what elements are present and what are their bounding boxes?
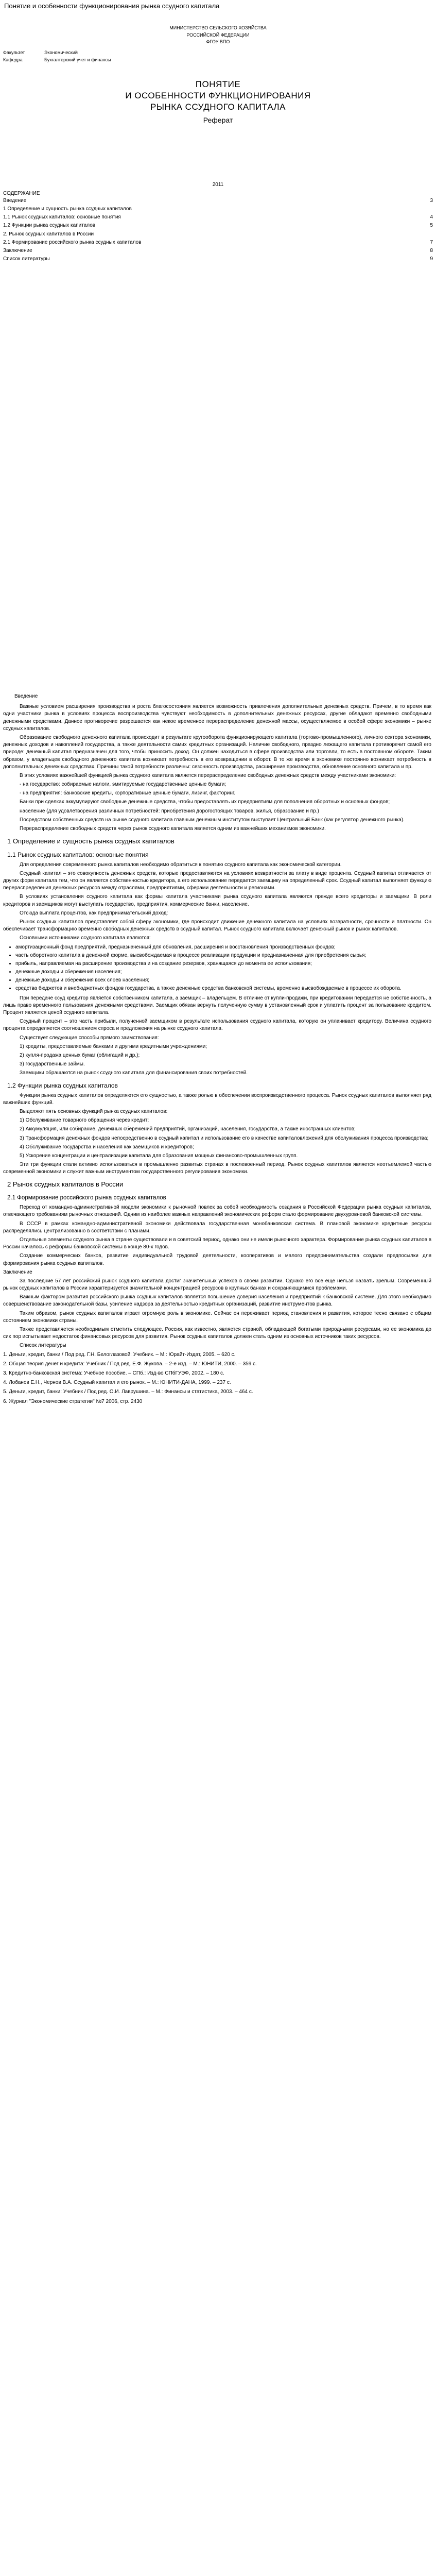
report-subtitle: Реферат [203, 115, 233, 124]
report-title-line: РЫНКА ССУДНОГО КАПИТАЛА [150, 102, 286, 112]
section-1-2-text [3, 1092, 431, 1176]
document-title: Понятие и особенности функционирования рынка ссудного капитала [4, 2, 220, 10]
paragraph: В СССР в рамках командно-административной экономики действовала государственная монобанковская система. В плановой экономике кредитные ресурсы распределялись централизованно в соответствии с планами. [3, 1221, 431, 1234]
list-item: • часть оборотного капитала в денежной форме, высвобождаемая в процессе реализации продукции и предназначенная для приобретения сырья; [15, 952, 431, 959]
paragraph: Отдельные элементы ссудного рынка в стране существовали и в советский период, однако они не имели рыночного характера. Формирование рынка ссудных капиталов в России началось с реформы банковской системы в конце 80-х годов. [3, 1236, 431, 1250]
conclusion-heading: Заключение [3, 1269, 32, 1275]
section-2-1-heading: 2.1 Формирование российского рынка ссудных капиталов [7, 1194, 166, 1201]
list-item: • средства бюджетов и внебюджетных фондов государства, а также денежные средства банковской системы, временно высвобождаемые в процессе их оборота. [15, 985, 431, 992]
faculty-block [3, 49, 436, 64]
paragraph: Ссудный процент – это часть прибыли, полученной заемщиком в результате использования ссудного капитала, которую он уплачивает кредитору. Величина ссудного процента определяется соотношением спроса и предложения на рынке ссудного капитала. [3, 1019, 431, 1032]
toc-item-label: Список литературы [3, 256, 50, 262]
paragraph: - на предприятия: банковские кредиты, корпоративные ценные бумаги, лизинг, факторинг. [20, 790, 236, 796]
toc-item-label: 1 Определение и сущность рынка ссудных капиталов [3, 206, 132, 212]
toc-item[interactable] [3, 255, 433, 263]
paragraph: Перераспределение свободных средств через рынок ссудного капитала является одним из важнейших механизмов экономики. [20, 826, 326, 832]
paragraph: Выделяют пять основных функций рынка ссудных капиталов: [20, 1108, 168, 1114]
toc-item[interactable] [3, 230, 433, 239]
paragraph: 3) государственные займы. [20, 1061, 85, 1067]
toc-item-page: 7 [430, 239, 433, 245]
paragraph: За последние 57 лет российский рынок ссудного капитала достиг значительных успехов в своем развитии. Однако его все еще нельзя назвать зрелым. Современный рынок ссудных капиталов в России характеризуется значительной концентрацией ресурсов в крупных банках и сохраняющимися проблемами. [3, 1278, 431, 1292]
report-year: 2011 [212, 181, 224, 188]
paragraph: 4. Лобанов Е.Н., Чернов В.А. Ссудный капитал и его рынок. – М.: ЮНИТИ-ДАНА, 1999. – 237 с. [3, 1380, 231, 1386]
document-body [3, 693, 431, 1408]
toc-heading: СОДЕРЖАНИЕ [3, 190, 40, 196]
paragraph: Банки при сделках аккумулируют свободные денежные средства, чтобы предоставлять их предприятиям для пополнения оборотных и основных фондов; [20, 799, 390, 805]
paragraph: Образование свободного денежного капитала происходит в результате кругооборота функционирующего капитала (торгово-промышленного), личного сектора экономики, денежных доходов и накоплений государства, а также деятельности самих кредитных организаций. Наличие свободного, праздно лежащего капитала противоречит самой его природе: денежный капитал предназначен для того, чтобы приносить доход. Он должен находиться в сфере производства или торговли, то есть в постоянном обороте. Таким образом, у владельцев свободного денежного капитала возникает потребность в его возвращении в оборот. В то же время в экономике постоянно возникает потребность в дополнительных денежных средствах. Причины такой потребности различны: сезонность производства, расширение производства, обновление основного капитала и пр. [3, 734, 431, 770]
paragraph: 5) Ускорение концентрации и централизации капитала для образования мощных финансово-промышленных групп. [20, 1153, 298, 1159]
paragraph: 1) Обслуживание товарного обращения через кредит; [20, 1117, 149, 1124]
paragraph: Также представляется необходимым отметить следующее. Россия, как известно, является страной, обладающей богатыми природными ресурсами, но ее экономика до сих пор испытывает недостаток финансовых ресурсов для развития. Рынок ссудных капиталов должен стать одним из основных источников таких ресурсов. [3, 1327, 431, 1340]
conclusion-text [3, 1278, 431, 1341]
sources-intro: Основными источниками ссудного капитала являются: [20, 935, 151, 941]
ministry-line: РОССИЙСКОЙ ФЕДЕРАЦИИ [186, 32, 250, 38]
paragraph: Важным фактором развития российского рынка ссудных капиталов является повышение доверия населения и предприятий к банковской системе. Для этого необходимо совершенствование законодательной базы, усиление надзора за деятельностью кредитных организаций, развитие инструментов рынка. [3, 1294, 431, 1308]
paragraph: 4) Обслуживание государства и населения как заемщиков и кредиторов; [20, 1144, 194, 1150]
paragraph: 3) Трансформация денежных фондов непосредственно в ссудный капитал и использование его в качестве капиталовложений для обслуживания процесса производства; [20, 1135, 429, 1141]
paragraph: Посредством собственных средств на рынке ссудного капитала главным денежным институтом выступает Центральный Банк (как регулятор денежного рынка). [20, 817, 405, 823]
references-heading: Список литературы [20, 1343, 66, 1349]
toc-item-page: 4 [430, 214, 433, 221]
list-item: • денежные доходы и сбережения всех слоев населения; [15, 977, 431, 984]
toc-item-page: 9 [430, 256, 433, 262]
section-1-heading: 1 Определение и сущность рынка ссудных капиталов [7, 837, 175, 845]
list-item: • прибыль, направляемая на расширение производства и на создание резервов, хранящаяся до момента ее использования; [15, 960, 431, 968]
paragraph: Переход от командно-административной модели экономики к рыночной повлек за собой необходимость создания в Российской Федерации рынка ссудных капиталов, отвечающего требованиям рыночных отношений. Одним из наиболее важных направлений экономических реформ стало формирование двухуровневой банковской системы. [3, 1205, 431, 1218]
paragraph: Создание коммерческих банков, развитие индивидуальной трудовой деятельности, кооперативов и малого предпринимательства создали предпосылки для формирования рынка ссудных капиталов. [3, 1253, 431, 1266]
section-1-1-heading: 1.1 Рынок ссудных капиталов: основные понятия [7, 851, 149, 858]
paragraph: В условиях установления ссудного капитала как формы капитала участниками рынка ссудного капитала являются прежде всего кредиторы и заемщики. В роли кредиторов и заемщиков могут выступать государство, предприятия, коммерческие банки, население. [3, 894, 431, 907]
toc-item-page: 5 [430, 223, 433, 229]
paragraph: население (для удовлетворения различных потребностей: приобретения дорогостоящих товаров, жилья, образование и пр.) [20, 808, 319, 814]
paragraph: Ссудный капитал – это совокупность денежных средств, которые предоставляются на условиях возвратности за плату в виде процента. Ссудный капитал отличается от других форм капитала тем, что он является собственностью кредитора, а его использование передается заемщику на определенный срок. Ссудный капитал выполняет функцию перераспределения денежных ресурсов между отраслями, предприятиями, сферами деятельности и регионами. [3, 870, 431, 891]
toc-item[interactable] [3, 213, 433, 222]
toc-item-label: Введение [3, 197, 27, 204]
ministry-block [0, 25, 436, 46]
paragraph: В этих условиях важнейшей функцией рынка ссудного капитала является перераспределение свободных денежных средств между участниками экономики: [20, 772, 396, 778]
toc-item-label: 1.2 Функции рынка ссудных капиталов [3, 223, 96, 229]
title-page [0, 25, 436, 263]
toc-item-label: Заключение [3, 247, 32, 253]
paragraph: Рынок ссудных капиталов представляет собой сферу экономики, где происходит движение денежного капитала на условиях возвратности, срочности и платности. Он обеспечивает трансформацию временно свободных денежных средств в ссудный капитал. Рынок ссудного капитала включает денежный рынок и рынок капиталов. [3, 919, 431, 933]
paragraph: - на государство: собираемые налоги, эмитируемые государственные ценные бумаги; [20, 782, 226, 788]
paragraph: Отсюда выплата процентов, как предпринимательский доход: [20, 910, 168, 916]
faculty-label: Факультет [3, 49, 25, 55]
section-1-1-continued [3, 995, 431, 1077]
paragraph: 2) купля-продажа ценных бумаг (облигаций и др.); [20, 1052, 140, 1058]
list-item: • денежные доходы и сбережения населения; [15, 969, 431, 976]
toc-item-page: 3 [430, 197, 433, 204]
report-title-line: ПОНЯТИЕ [195, 79, 241, 90]
report-title [0, 79, 436, 113]
section-1-2-heading: 1.2 Функции рынка ссудных капиталов [7, 1081, 118, 1089]
paragraph: Таким образом, рынок ссудных капиталов играет огромную роль в экономике. Сейчас он переживает период становления и развития, которое тесно связано с общим состоянием экономики страны. [3, 1310, 431, 1324]
toc-item[interactable] [3, 222, 433, 230]
toc-item-page [412, 230, 433, 239]
toc-item[interactable] [3, 205, 433, 213]
department-label: Кафедра [3, 57, 23, 62]
toc-item-page: 8 [430, 247, 433, 253]
sources-list [10, 944, 431, 993]
paragraph: 1) кредиты, предоставляемые банками и другими кредитными учреждениями; [20, 1043, 207, 1049]
paragraph: 2. Общая теория денег и кредита: Учебник / Под ред. Е.Ф. Жукова. – 2-е изд. – М.: ЮНИТИ, 2000. – 359 с. [3, 1361, 257, 1367]
paragraph: 1. Деньги, кредит, банки / Под ред. Г.Н. Белоглазовой: Учебник. – М.: Юрайт-Издат, 2005. – 620 с. [3, 1351, 236, 1358]
paragraph: Важные условием расширения производства и роста благосостояния является возможность привлечения дополнительных денежных средств. Причем, в то время как одни участники рынка в условиях процесса воспроизводства чувствуют необходимость в дополнительных денежных ресурсах, другие обладают временно свободными денежными средствами. Данное противоречие разрешается как некое временное перераспределение денежной массы, осуществляемое в особой сфере экономики – рынке ссудных капиталов. [3, 704, 431, 732]
paragraph: 2) Аккумуляция, или собирание, денежных сбережений предприятий, организаций, населения, государства, а также иностранных клиентов; [20, 1126, 356, 1132]
paragraph: Существует следующие способы прямого заимствования: [20, 1035, 159, 1041]
section-2-heading: 2 Рынок ссудных капиталов в России [7, 1180, 124, 1189]
ministry-line: ФГОУ ВПО [206, 39, 230, 44]
section-1-1-text [3, 861, 431, 934]
faculty-value: Экономический [44, 49, 78, 55]
ministry-line: МИНИСТЕРСТВО СЕЛЬСКОГО ХОЗЯЙСТВА [169, 25, 267, 30]
intro-heading: Введение [14, 693, 38, 699]
paragraph: Эти три функции стали активно использоваться в промышленно развитых странах в послевоенный период. Рынок ссудных капиталов является неотъемлемой частью современной экономики и служит важным инструментом государственного регулирования экономики. [3, 1162, 431, 1175]
paragraph: 5. Деньги, кредит, банки: Учебник / Под ред. О.И. Лаврушина. – М.: Финансы и статистика, 2003. – 464 с. [3, 1389, 253, 1395]
toc-item[interactable] [3, 247, 433, 255]
references-list [3, 1351, 431, 1405]
toc-item[interactable] [3, 239, 433, 247]
table-of-contents [3, 190, 433, 264]
department-value: Бухгалтерский учет и финансы [44, 57, 111, 62]
intro-section [3, 703, 431, 833]
paragraph: 3. Кредитно-банковская система: Учебное пособие. – СПб.: Изд-во СПбГУЭФ, 2002. – 180 с. [3, 1370, 224, 1376]
toc-item-label: 2.1 Формирование российского рынка ссудных капиталов [3, 239, 142, 245]
paragraph: Для определения современного рынка капиталов необходимо обратиться к понятию ссудного капитала как экономической категории. [20, 861, 342, 868]
toc-item-label: 2. Рынок ссудных капиталов в России [3, 231, 94, 237]
toc-item-label: 1.1 Рынок ссудных капиталов: основные понятия [3, 214, 121, 221]
paragraph: Функции рынка ссудных капиталов определяются его сущностью, а также ролью в обеспечении воспроизводственного процесса. Рынок ссудных капиталов выполняет ряд важнейших функций. [3, 1092, 431, 1106]
paragraph: Заемщики обращаются на рынок ссудного капитала для финансирования своих потребностей. [20, 1070, 248, 1076]
section-2-1-text [3, 1204, 431, 1267]
toc-item[interactable] [3, 197, 433, 205]
report-title-line: И ОСОБЕННОСТИ ФУНКЦИОНИРОВАНИЯ [125, 91, 311, 101]
toc-item-page [412, 205, 433, 213]
list-item: • амортизационный фонд предприятий, предназначенный для обновления, расширения и восстановления производственных фондов; [15, 944, 431, 951]
paragraph: 6. Журнал "Экономические стратегии" №7 2006, стр. 2430 [3, 1398, 143, 1404]
paragraph: При передаче ссуд кредитор является собственником капитала, а заемщик – владельцем. В отличие от купли-продажи, при кредитовании передается не собственность, а лишь право временного пользования денежными средствами. Заемщик обязан вернуть полученную сумму в установленный срок и уплатить процент за пользование кредитом. Процент является ценой ссудного капитала. [3, 995, 431, 1016]
